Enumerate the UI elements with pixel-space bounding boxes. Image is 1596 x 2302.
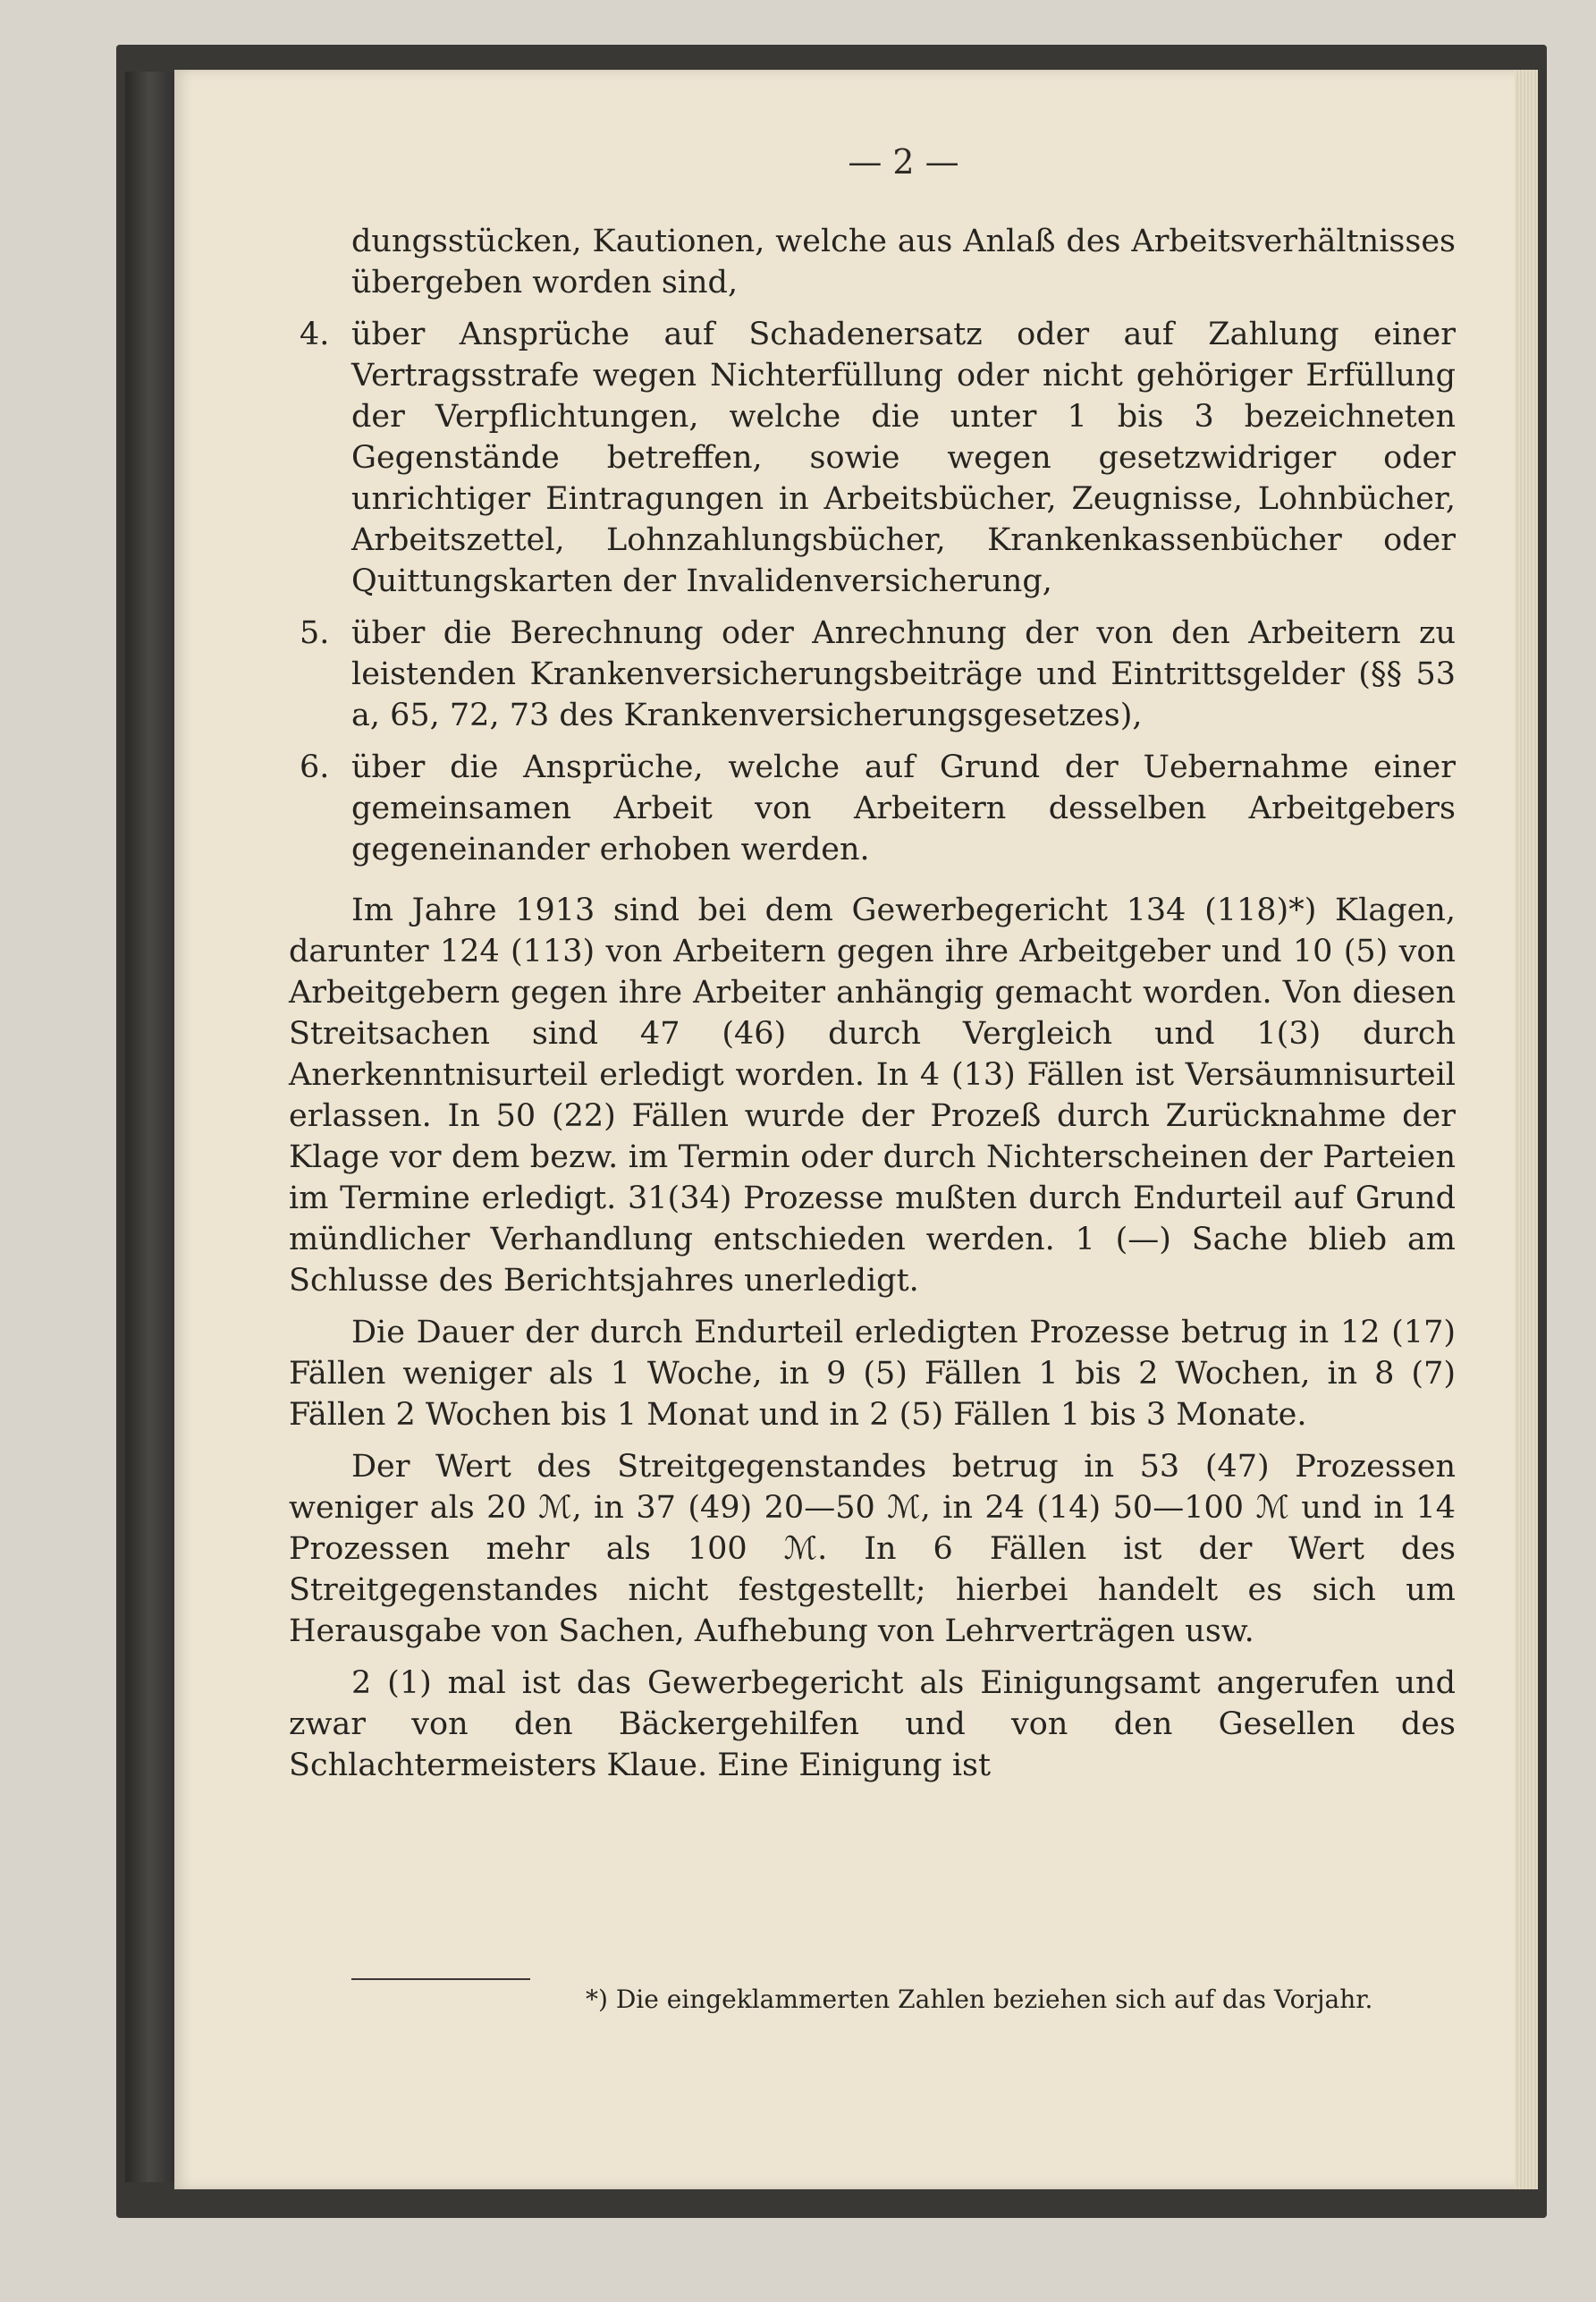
page-number: — 2 — xyxy=(848,142,959,182)
list-item-text: über Ansprüche auf Schadenersatz oder auf Zahlung einer Vertragsstrafe wegen Nichterfüllung oder nicht gehöriger Erfüllung der Verpflichtungen, welche die unter 1 bis 3 bezeichneten Gegenstände betreffen, sowie wegen gesetzwidriger oder unrichtiger Eintragungen in Arbeitsbücher, Zeugnisse, Lohnbücher, Arbeitszettel, Lohnzahlungsbücher, Krankenkassenbücher oder Quittungskarten der Invalidenversicherung, xyxy=(351,317,1456,599)
opening-continuation: dungsstücken, Kautionen, welche aus Anlaß des Arbeitsverhältnisses übergeben worden sind, xyxy=(351,224,1456,300)
list-item-number: 4. xyxy=(300,317,330,352)
list-item-number: 6. xyxy=(300,749,330,785)
footnote: *) Die eingeklammerten Zahlen beziehen sich auf das Vorjahr. xyxy=(586,1985,1373,2014)
list-item-text: über die Berechnung oder Anrechnung der von den Arbeitern zu leistenden Krankenversicherungsbeiträge und Eintrittsgelder (§§ 53 a, 65, 72, 73 des Krankenversicherungsgesetzes), xyxy=(351,615,1456,733)
paragraph: Im Jahre 1913 sind bei dem Gewerbegericht 134 (118)*) Klagen, darunter 124 (113) von Arbeitern gegen ihre Arbeitgeber und 10 (5) von Arbeitgebern gegen ihre Arbeiter anhängig gemacht worden. Von diesen Streitsachen sind 47 (46) durch Vergleich und 1(3) durch Anerkenntnisurteil erledigt worden. In 4 (13) Fällen ist Versäumnisurteil erlassen. In 50 (22) Fällen wurde der Prozeß durch Zurücknahme der Klage vor dem bezw. im Termin oder durch Nichterscheinen der Parteien im Termine erledigt. 31(34) Prozesse mußten durch Endurteil auf Grund mündlicher Verhandlung entschieden werden. 1 (—) Sache blieb am Schlusse des Berichtsjahres unerledigt. xyxy=(289,893,1456,1299)
list-item xyxy=(300,747,1456,870)
paragraphs xyxy=(289,890,1456,1786)
list-item-text: über die Ansprüche, welche auf Grund der Uebernahme einer gemeinsamen Arbeit von Arbeitern desselben Arbeitgebers gegeneinander erhoben werden. xyxy=(351,749,1456,867)
list-item-number: 5. xyxy=(300,615,330,651)
list-item xyxy=(300,314,1456,602)
paragraph: Der Wert des Streitgegenstandes betrug in 53 (47) Prozessen weniger als 20 ℳ, in 37 (49) 20—50 ℳ, in 24 (14) 50—100 ℳ und in 14 Prozessen mehr als 100 ℳ. In 6 Fällen ist der Wert des Streitgegenstandes nicht festgestellt; hierbei handelt es sich um Herausgabe von Sachen, Aufhebung von Lehrverträgen usw. xyxy=(289,1449,1456,1649)
body-text xyxy=(289,221,1456,1797)
paragraph: 2 (1) mal ist das Gewerbegericht als Einigungsamt angerufen und zwar von den Bäckergehilfen und von den Gesellen des Schlachtermeisters Klaue. Eine Einigung ist xyxy=(289,1665,1456,1783)
list-item xyxy=(300,613,1456,736)
book-spine xyxy=(125,72,174,2182)
footnote-rule xyxy=(351,1978,530,1980)
page-edge xyxy=(1515,70,1538,2189)
enumerated-list xyxy=(300,314,1456,870)
paragraph: Die Dauer der durch Endurteil erledigten Prozesse betrug in 12 (17) Fällen weniger als 1 Woche, in 9 (5) Fällen 1 bis 2 Wochen, in 8 (7) Fällen 2 Wochen bis 1 Monat und in 2 (5) Fällen 1 bis 3 Monate. xyxy=(289,1315,1456,1433)
